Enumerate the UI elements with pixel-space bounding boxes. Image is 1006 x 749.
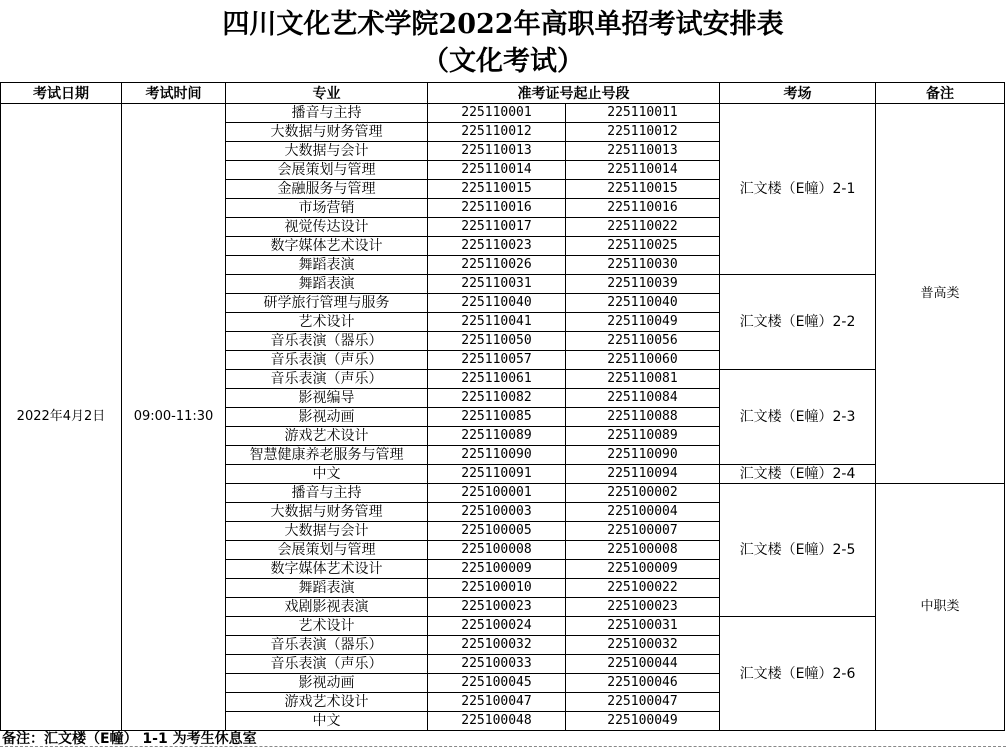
major-cell: 游戏艺术设计: [226, 693, 428, 712]
ticket-start-cell: 225110085: [428, 408, 566, 427]
ticket-end-cell: 225110025: [566, 237, 720, 256]
major-cell: 大数据与会计: [226, 142, 428, 161]
ticket-start-cell: 225100008: [428, 541, 566, 560]
ticket-end-cell: 225100002: [566, 484, 720, 503]
header-ticket-range: 准考证号起止号段: [428, 83, 720, 104]
ticket-end-cell: 225110013: [566, 142, 720, 161]
ticket-end-cell: 225110016: [566, 199, 720, 218]
table-body: [1, 104, 1005, 731]
ticket-start-cell: 225100001: [428, 484, 566, 503]
document-title: [0, 0, 1006, 82]
exam-room-cell: 汇文楼（E幢）2-3: [720, 370, 876, 465]
major-cell: 音乐表演（器乐）: [226, 636, 428, 655]
ticket-start-cell: 225100047: [428, 693, 566, 712]
major-cell: 大数据与会计: [226, 522, 428, 541]
ticket-start-cell: 225110091: [428, 465, 566, 484]
ticket-start-cell: 225110057: [428, 351, 566, 370]
exam-room-cell: 汇文楼（E幢）2-6: [720, 617, 876, 731]
ticket-end-cell: 225110022: [566, 218, 720, 237]
ticket-start-cell: 225110012: [428, 123, 566, 142]
ticket-end-cell: 225110011: [566, 104, 720, 123]
major-cell: 数字媒体艺术设计: [226, 560, 428, 579]
ticket-end-cell: 225100046: [566, 674, 720, 693]
ticket-end-cell: 225100044: [566, 655, 720, 674]
exam-room-cell: 汇文楼（E幢）2-1: [720, 104, 876, 275]
ticket-end-cell: 225110084: [566, 389, 720, 408]
major-cell: 会展策划与管理: [226, 161, 428, 180]
major-cell: 舞蹈表演: [226, 256, 428, 275]
major-cell: 音乐表演（声乐）: [226, 351, 428, 370]
ticket-start-cell: 225110040: [428, 294, 566, 313]
header-room: 考场: [720, 83, 876, 104]
ticket-start-cell: 225100005: [428, 522, 566, 541]
ticket-start-cell: 225110061: [428, 370, 566, 389]
major-cell: 舞蹈表演: [226, 275, 428, 294]
major-cell: 艺术设计: [226, 617, 428, 636]
major-cell: 影视编导: [226, 389, 428, 408]
ticket-start-cell: 225110089: [428, 427, 566, 446]
header-row: [1, 83, 1005, 104]
exam-room-cell: 汇文楼（E幢）2-5: [720, 484, 876, 617]
ticket-start-cell: 225100010: [428, 579, 566, 598]
major-cell: 音乐表演（器乐）: [226, 332, 428, 351]
exam-time-cell: 09:00-11:30: [122, 104, 226, 731]
ticket-end-cell: 225110030: [566, 256, 720, 275]
major-cell: 金融服务与管理: [226, 180, 428, 199]
ticket-end-cell: 225100047: [566, 693, 720, 712]
header-date: 考试日期: [1, 83, 122, 104]
major-cell: 游戏艺术设计: [226, 427, 428, 446]
ticket-start-cell: 225110090: [428, 446, 566, 465]
ticket-start-cell: 225110014: [428, 161, 566, 180]
major-cell: 大数据与财务管理: [226, 123, 428, 142]
ticket-start-cell: 225100032: [428, 636, 566, 655]
ticket-start-cell: 225110023: [428, 237, 566, 256]
header-time: 考试时间: [122, 83, 226, 104]
title-line-1: 四川文化艺术学院2022年高职单招考试安排表: [222, 9, 784, 40]
ticket-end-cell: 225100022: [566, 579, 720, 598]
exam-room-cell: 汇文楼（E幢）2-4: [720, 465, 876, 484]
ticket-end-cell: 225110056: [566, 332, 720, 351]
major-cell: 智慧健康养老服务与管理: [226, 446, 428, 465]
ticket-start-cell: 225100024: [428, 617, 566, 636]
major-cell: 音乐表演（声乐）: [226, 370, 428, 389]
ticket-start-cell: 225100023: [428, 598, 566, 617]
ticket-end-cell: 225110094: [566, 465, 720, 484]
ticket-end-cell: 225100007: [566, 522, 720, 541]
ticket-end-cell: 225110089: [566, 427, 720, 446]
footer-divider: [0, 746, 1006, 747]
major-cell: 播音与主持: [226, 104, 428, 123]
major-cell: 影视动画: [226, 408, 428, 427]
group-note-cell: 中职类: [876, 484, 1005, 731]
ticket-start-cell: 225110017: [428, 218, 566, 237]
group-note-cell: 普高类: [876, 104, 1005, 484]
major-cell: 大数据与财务管理: [226, 503, 428, 522]
major-cell: 中文: [226, 712, 428, 731]
ticket-end-cell: 225110060: [566, 351, 720, 370]
ticket-end-cell: 225110081: [566, 370, 720, 389]
ticket-start-cell: 225110050: [428, 332, 566, 351]
ticket-end-cell: 225100049: [566, 712, 720, 731]
major-cell: 戏剧影视表演: [226, 598, 428, 617]
major-cell: 中文: [226, 465, 428, 484]
ticket-end-cell: 225110012: [566, 123, 720, 142]
ticket-end-cell: 225110014: [566, 161, 720, 180]
ticket-start-cell: 225100045: [428, 674, 566, 693]
exam-schedule-table: [0, 82, 1005, 731]
ticket-end-cell: 225100009: [566, 560, 720, 579]
major-cell: 研学旅行管理与服务: [226, 294, 428, 313]
ticket-end-cell: 225100008: [566, 541, 720, 560]
ticket-start-cell: 225100003: [428, 503, 566, 522]
ticket-end-cell: 225110039: [566, 275, 720, 294]
major-cell: 市场营销: [226, 199, 428, 218]
ticket-start-cell: 225110082: [428, 389, 566, 408]
ticket-start-cell: 225110026: [428, 256, 566, 275]
ticket-start-cell: 225100009: [428, 560, 566, 579]
ticket-end-cell: 225110040: [566, 294, 720, 313]
ticket-end-cell: 225110088: [566, 408, 720, 427]
ticket-end-cell: 225110090: [566, 446, 720, 465]
table-row: [1, 104, 1005, 123]
ticket-end-cell: 225100032: [566, 636, 720, 655]
ticket-start-cell: 225110015: [428, 180, 566, 199]
ticket-end-cell: 225100004: [566, 503, 720, 522]
major-cell: 会展策划与管理: [226, 541, 428, 560]
major-cell: 舞蹈表演: [226, 579, 428, 598]
major-cell: 艺术设计: [226, 313, 428, 332]
major-cell: 音乐表演（声乐）: [226, 655, 428, 674]
title-line-2: （文化考试）: [422, 46, 584, 77]
ticket-end-cell: 225110015: [566, 180, 720, 199]
ticket-start-cell: 225110001: [428, 104, 566, 123]
ticket-start-cell: 225110041: [428, 313, 566, 332]
ticket-start-cell: 225100048: [428, 712, 566, 731]
exam-date-cell: 2022年4月2日: [1, 104, 122, 731]
ticket-end-cell: 225100023: [566, 598, 720, 617]
ticket-end-cell: 225100031: [566, 617, 720, 636]
ticket-start-cell: 225110013: [428, 142, 566, 161]
header-note: 备注: [876, 83, 1005, 104]
ticket-start-cell: 225100033: [428, 655, 566, 674]
exam-room-cell: 汇文楼（E幢）2-2: [720, 275, 876, 370]
major-cell: 播音与主持: [226, 484, 428, 503]
major-cell: 影视动画: [226, 674, 428, 693]
major-cell: 视觉传达设计: [226, 218, 428, 237]
footer-note: 备注：汇文楼（E幢） 1-1 为考生休息室: [2, 731, 257, 747]
header-major: 专业: [226, 83, 428, 104]
ticket-end-cell: 225110049: [566, 313, 720, 332]
major-cell: 数字媒体艺术设计: [226, 237, 428, 256]
ticket-start-cell: 225110016: [428, 199, 566, 218]
ticket-start-cell: 225110031: [428, 275, 566, 294]
